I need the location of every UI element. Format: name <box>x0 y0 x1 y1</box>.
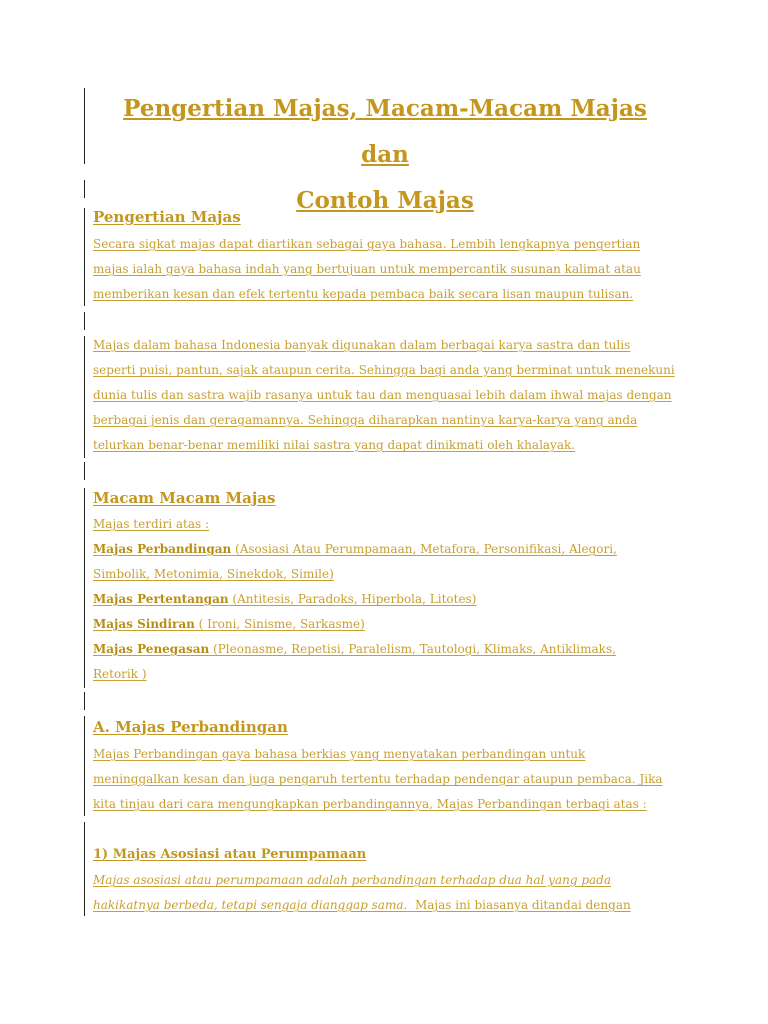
text-line: berbagai jenis dan geragamannya. Sehingga diharapkan nantinya karya-karya yang anda <box>93 413 638 427</box>
margin-bar <box>84 822 85 916</box>
majas-desc: ( Ironi, Sinisme, Sarkasme) <box>194 617 365 631</box>
majas-desc: (Pleonasme, Repetisi, Paralelism, Tautologi, Klimaks, Antiklimaks, <box>209 642 616 656</box>
macam-list <box>93 512 693 687</box>
margin-bar <box>84 488 85 688</box>
text-line: seperti puisi, pantun, sajak ataupun cerita. Sehingga bagi anda yang berminat untuk menekuni <box>93 363 675 377</box>
title-line-2: Contoh Majas <box>296 187 474 214</box>
list-item <box>93 637 693 662</box>
margin-bar <box>84 462 85 480</box>
majas-name: Majas Perbandingan <box>93 542 232 556</box>
margin-bar <box>84 336 85 458</box>
paragraph-majas-asosiasi <box>93 868 693 918</box>
margin-bar <box>84 312 85 330</box>
majas-name: Majas Pertentangan <box>93 592 229 606</box>
majas-name: Majas Penegasan <box>93 642 210 656</box>
paragraph-majas-perbandingan <box>93 742 693 817</box>
text-line: majas ialah gaya bahasa indah yang bertujuan untuk mempercantik susunan kalimat atau <box>93 262 641 276</box>
title-line-1: Pengertian Majas, Macam-Macam Majas dan <box>123 95 647 168</box>
list-item-continued: Retorik ) <box>93 667 147 681</box>
text-line: Secara sigkat majas dapat diartikan sebagai gaya bahasa. Lembih lengkapnya pengertian <box>93 237 641 251</box>
majas-desc: (Asosiasi Atau Perumpamaan, Metafora, Personifikasi, Alegori, <box>231 542 617 556</box>
text-line: telurkan benar-benar memiliki nilai sastra yang dapat dinikmati oleh khalayak. <box>93 438 576 452</box>
majas-desc: (Antitesis, Paradoks, Hiperbola, Litotes) <box>228 592 477 606</box>
text-line: kita tinjau dari cara mengungkapkan perbandingannya, Majas Perbandingan terbagi atas : <box>93 797 647 811</box>
macam-intro: Majas terdiri atas : <box>93 517 210 531</box>
margin-bar <box>84 692 85 710</box>
text-line: meninggalkan kesan dan juga pengaruh tertentu terhadap pendengar ataupun pembaca. Jika <box>93 772 663 786</box>
heading-a-majas-perbandingan: A. Majas Perbandingan <box>93 718 288 736</box>
text-line: Majas dalam bahasa Indonesia banyak digunakan dalam berbagai karya sastra dan tulis <box>93 338 631 352</box>
text-line: dunia tulis dan sastra wajib rasanya untuk tau dan menguasai lebih dalam ihwal majas dengan <box>93 388 672 402</box>
text-line: memberikan kesan dan efek tertentu kepada pembaca baik secara lisan maupun tulisan. <box>93 287 634 301</box>
heading-macam-macam-majas: Macam Macam Majas <box>93 489 276 507</box>
text-line: Majas Perbandingan gaya bahasa berkias yang menyatakan perbandingan untuk <box>93 747 586 761</box>
margin-bar <box>84 180 85 198</box>
list-item <box>93 612 693 637</box>
normal-text: Majas ini biasanya ditandai dengan <box>407 898 631 912</box>
margin-bar <box>84 716 85 816</box>
margin-bar <box>84 208 85 306</box>
text-line: Majas asosiasi atau perumpamaan adalah perbandingan terhadap dua hal yang pada <box>93 873 612 887</box>
list-item-continued: Simbolik, Metonimia, Sinekdok, Simile) <box>93 567 334 581</box>
list-item <box>93 587 693 612</box>
paragraph-pengertian-2 <box>93 333 693 458</box>
italic-text: hakikatnya berbeda, tetapi sengaja dianggap sama. <box>93 898 408 912</box>
list-item <box>93 537 693 562</box>
heading-majas-asosiasi: 1) Majas Asosiasi atau Perumpamaan <box>93 847 367 862</box>
heading-pengertian-majas: Pengertian Majas <box>93 208 241 226</box>
margin-bar <box>84 88 85 164</box>
majas-name: Majas Sindiran <box>93 617 195 631</box>
paragraph-pengertian-1 <box>93 232 693 307</box>
document-title <box>100 86 670 224</box>
text-line <box>93 893 693 918</box>
